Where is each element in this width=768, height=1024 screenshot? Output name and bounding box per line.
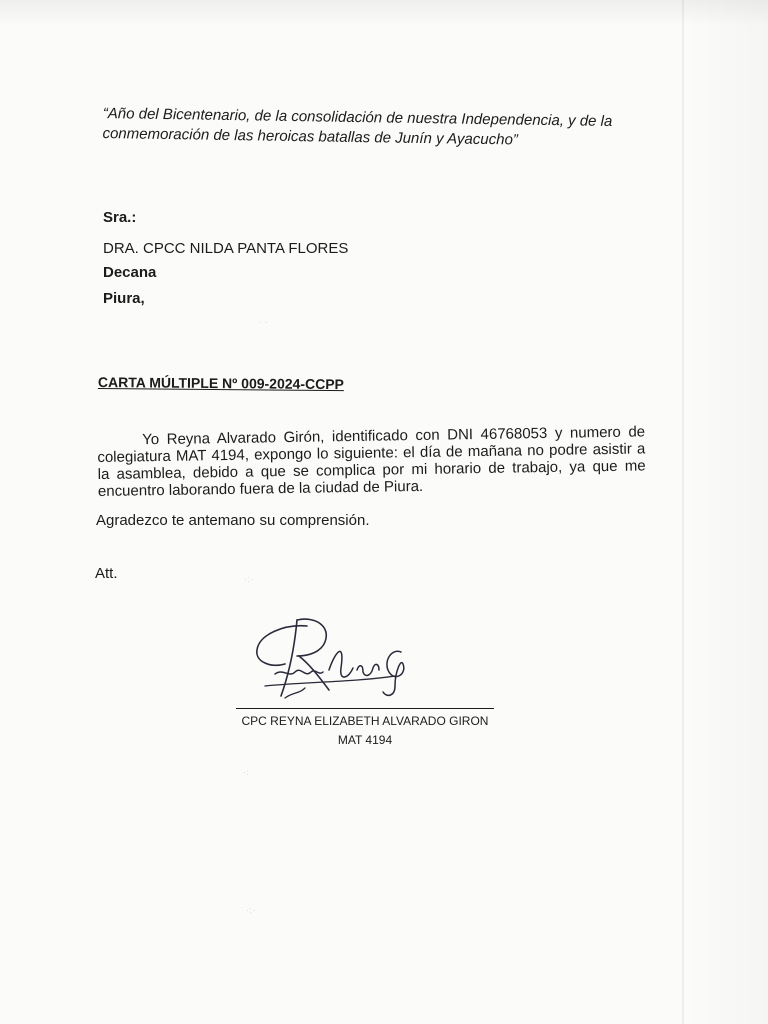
scan-speck: ·:· (246, 906, 257, 915)
recipient-salutation: Sra.: (103, 209, 137, 226)
signer-registration: MAT 4194 (337, 733, 393, 747)
signature-line (236, 708, 494, 709)
scan-speck: ·:· (244, 575, 255, 584)
year-motto: “Año del Bicentenario, de la consolidación de nuestra Independencia, y de la conmemoración de las heroicas batallas de Junín y Ayacucho” (102, 104, 613, 149)
recipient-name: DRA. CPCC NILDA PANTA FLORES (103, 240, 349, 257)
recipient-city: Piura, (103, 290, 145, 307)
signer-block (236, 712, 494, 750)
scan-edge-line (682, 0, 684, 1024)
letter-body: Yo Reyna Alvarado Girón, identificado con DNI 46768053 y numero de colegiatura MAT 4194, expongo lo siguiente: el día de mañana no podre asistir a la asamblea, debido a que se complica por mi horario de trabajo, ya que me encuentro laborando fuera de la ciudad de Piura. (97, 423, 646, 500)
letter-subject: CARTA MÚLTIPLE Nº 009-2024-CCPP (97, 374, 345, 393)
signer-name: CPC REYNA ELIZABETH ALVARADO GIRON (241, 714, 489, 728)
letter-closing: Att. (95, 565, 118, 582)
scan-speck: · · (258, 318, 269, 327)
scan-speck: ·: (243, 768, 250, 777)
recipient-position: Decana (103, 264, 157, 281)
letter-thanks: Agradezco te antemano su comprensión. (96, 512, 370, 529)
handwritten-signature (245, 612, 415, 708)
scan-shadow (0, 0, 768, 26)
